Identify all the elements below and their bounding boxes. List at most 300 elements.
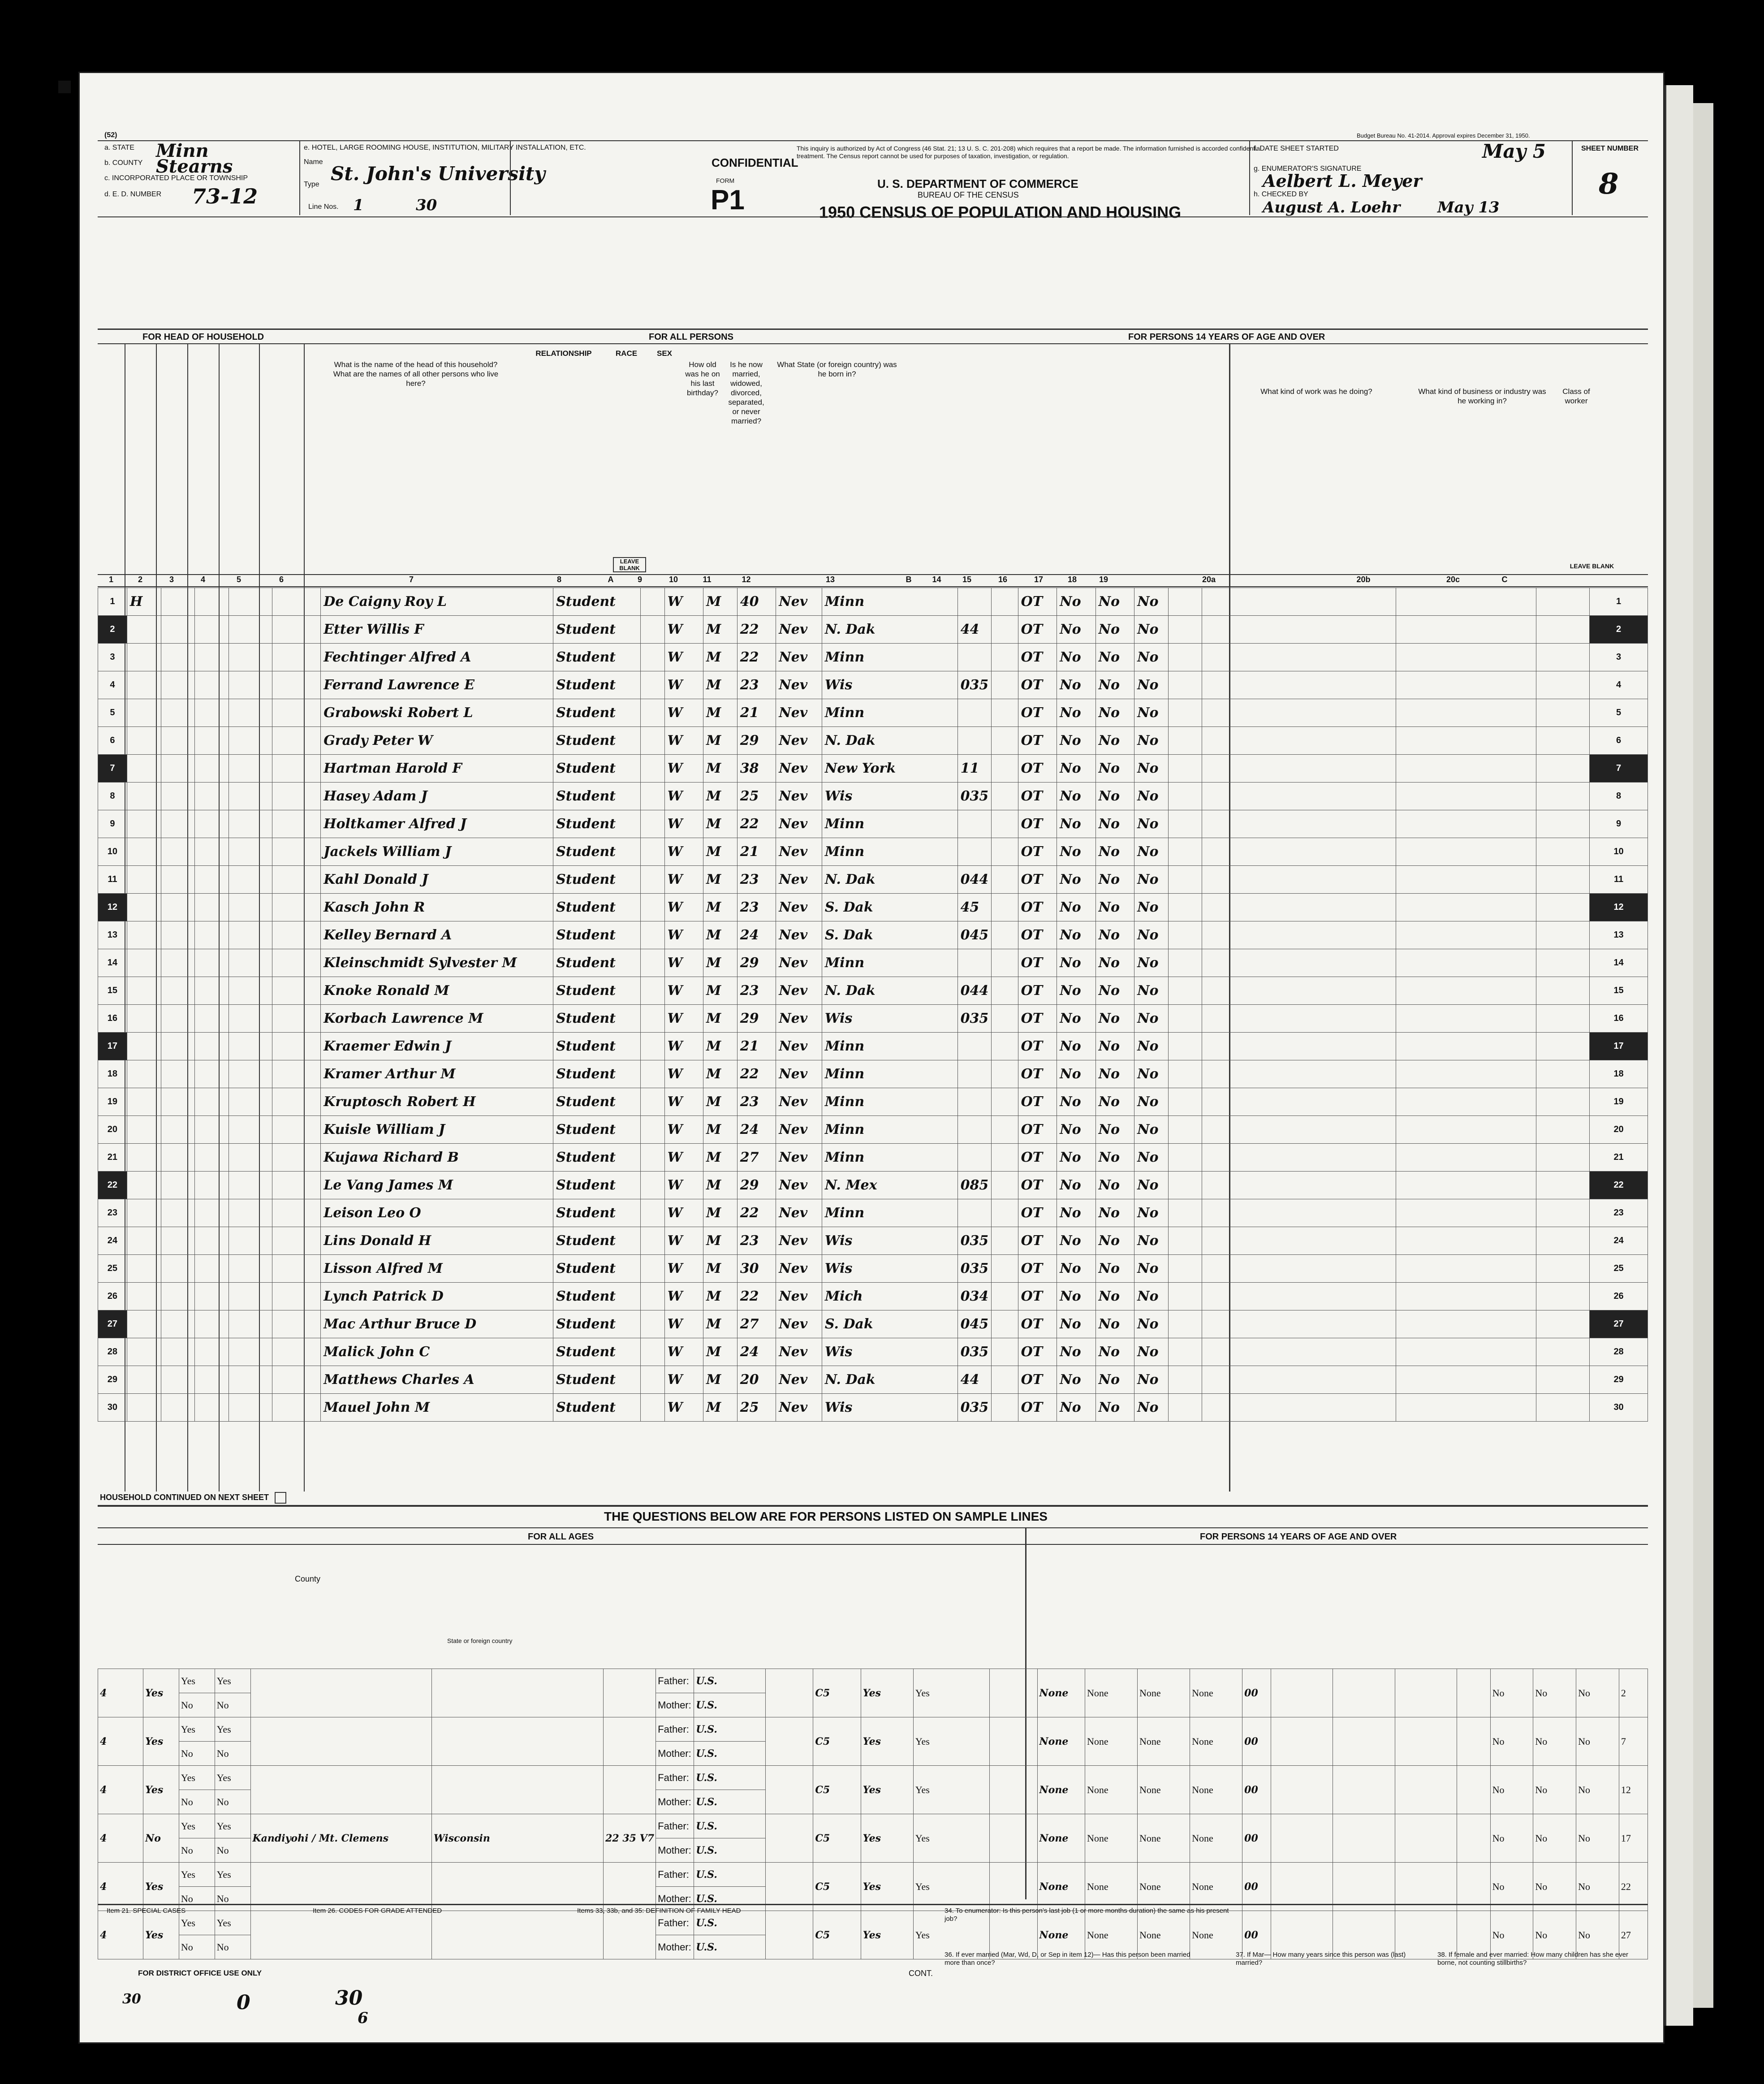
blank[interactable] bbox=[161, 1394, 195, 1422]
naturalized[interactable] bbox=[992, 1283, 1018, 1310]
blank[interactable] bbox=[161, 1255, 195, 1283]
blank[interactable] bbox=[161, 644, 195, 671]
blank[interactable] bbox=[161, 810, 195, 838]
class-of-worker[interactable] bbox=[1536, 977, 1590, 1005]
income-wages[interactable]: None bbox=[1085, 1814, 1137, 1863]
blank[interactable] bbox=[272, 644, 321, 671]
leave-blank-a[interactable] bbox=[640, 1394, 664, 1422]
q19[interactable] bbox=[1168, 1172, 1202, 1199]
naturalized[interactable] bbox=[992, 838, 1018, 866]
blank[interactable] bbox=[229, 1199, 272, 1227]
family-business[interactable] bbox=[1333, 1814, 1395, 1863]
occupation[interactable] bbox=[1202, 949, 1396, 977]
occupation[interactable] bbox=[1202, 1255, 1396, 1283]
q19[interactable] bbox=[1168, 1255, 1202, 1283]
blank[interactable] bbox=[229, 949, 272, 977]
blank[interactable] bbox=[161, 727, 195, 755]
blank[interactable] bbox=[161, 1310, 195, 1338]
leave-blank-a[interactable] bbox=[640, 1088, 664, 1116]
leave-blank-a[interactable] bbox=[640, 783, 664, 810]
family-wages[interactable] bbox=[1271, 1814, 1333, 1863]
weeks-worked[interactable]: None bbox=[1037, 1717, 1085, 1766]
naturalized[interactable] bbox=[992, 894, 1018, 921]
naturalized[interactable] bbox=[992, 1060, 1018, 1088]
industry[interactable] bbox=[1396, 949, 1536, 977]
leave-blank-a[interactable] bbox=[640, 1172, 664, 1199]
industry[interactable] bbox=[1396, 588, 1536, 616]
attended-school[interactable]: Yes bbox=[913, 1911, 989, 1959]
leave-blank-a[interactable] bbox=[640, 1033, 664, 1060]
class-of-worker[interactable] bbox=[1536, 1199, 1590, 1227]
industry[interactable] bbox=[1396, 1227, 1536, 1255]
occupation[interactable] bbox=[1202, 1144, 1396, 1172]
q23-no[interactable]: No bbox=[215, 1693, 250, 1717]
blank[interactable] bbox=[195, 588, 229, 616]
blank[interactable] bbox=[229, 1005, 272, 1033]
blank[interactable] bbox=[195, 727, 229, 755]
blank[interactable] bbox=[195, 1366, 229, 1394]
q21-answer[interactable]: Yes bbox=[143, 1717, 179, 1766]
q23-yes[interactable]: Yes bbox=[215, 1717, 250, 1742]
blank[interactable] bbox=[161, 616, 195, 644]
class-of-worker[interactable] bbox=[1536, 866, 1590, 894]
occupation[interactable] bbox=[1202, 1283, 1396, 1310]
blank[interactable] bbox=[161, 838, 195, 866]
ww1[interactable]: No bbox=[1533, 1669, 1576, 1717]
leave-blank-a[interactable] bbox=[640, 810, 664, 838]
occupation[interactable] bbox=[1202, 1366, 1396, 1394]
leave-blank-a[interactable] bbox=[640, 1338, 664, 1366]
blank[interactable] bbox=[161, 949, 195, 977]
q19[interactable] bbox=[1168, 1366, 1202, 1394]
family-other[interactable] bbox=[1395, 1717, 1457, 1766]
q22-no[interactable]: No bbox=[179, 1790, 215, 1814]
blank[interactable] bbox=[195, 1199, 229, 1227]
blank[interactable] bbox=[161, 1144, 195, 1172]
blank[interactable] bbox=[229, 1338, 272, 1366]
q19[interactable] bbox=[1168, 1227, 1202, 1255]
blank[interactable] bbox=[272, 1116, 321, 1144]
industry[interactable] bbox=[1396, 1116, 1536, 1144]
leave-blank-a[interactable] bbox=[640, 866, 664, 894]
occupation[interactable] bbox=[1202, 783, 1396, 810]
income-wages[interactable]: None bbox=[1085, 1911, 1137, 1959]
blank[interactable] bbox=[229, 1366, 272, 1394]
leave-blank-a[interactable] bbox=[640, 671, 664, 699]
weeks-worked[interactable]: None bbox=[1037, 1863, 1085, 1911]
leave-blank-a[interactable] bbox=[640, 1255, 664, 1283]
q19[interactable] bbox=[1168, 1116, 1202, 1144]
finished-grade[interactable]: Yes bbox=[861, 1717, 913, 1766]
blank[interactable] bbox=[229, 1033, 272, 1060]
industry[interactable] bbox=[1396, 671, 1536, 699]
q21-answer[interactable]: Yes bbox=[143, 1669, 179, 1717]
income-wages[interactable]: None bbox=[1085, 1669, 1137, 1717]
blank[interactable] bbox=[195, 838, 229, 866]
industry[interactable] bbox=[1396, 1060, 1536, 1088]
class-of-worker[interactable] bbox=[1536, 1172, 1590, 1199]
industry[interactable] bbox=[1396, 1394, 1536, 1422]
occupation[interactable] bbox=[1202, 1338, 1396, 1366]
blank[interactable] bbox=[272, 977, 321, 1005]
q22-no[interactable]: No bbox=[179, 1887, 215, 1911]
naturalized[interactable] bbox=[992, 783, 1018, 810]
q23-no[interactable]: No bbox=[215, 1790, 250, 1814]
occupation[interactable] bbox=[1202, 810, 1396, 838]
industry[interactable] bbox=[1396, 1255, 1536, 1283]
blank[interactable] bbox=[272, 810, 321, 838]
q23-no[interactable]: No bbox=[215, 1838, 250, 1863]
q19[interactable] bbox=[1168, 977, 1202, 1005]
leave-blank-a[interactable] bbox=[640, 644, 664, 671]
q23-no[interactable]: No bbox=[215, 1887, 250, 1911]
class-of-worker[interactable] bbox=[1536, 1394, 1590, 1422]
industry[interactable] bbox=[1396, 644, 1536, 671]
ww1[interactable]: No bbox=[1533, 1766, 1576, 1814]
industry[interactable] bbox=[1396, 1199, 1536, 1227]
blank[interactable] bbox=[229, 644, 272, 671]
naturalized[interactable] bbox=[992, 1394, 1018, 1422]
leave-blank-a[interactable] bbox=[640, 699, 664, 727]
naturalized[interactable] bbox=[992, 588, 1018, 616]
ww1[interactable]: No bbox=[1533, 1717, 1576, 1766]
q21-answer[interactable]: No bbox=[143, 1814, 179, 1863]
blank[interactable] bbox=[195, 1088, 229, 1116]
industry[interactable] bbox=[1396, 810, 1536, 838]
class-of-worker[interactable] bbox=[1536, 644, 1590, 671]
naturalized[interactable] bbox=[992, 644, 1018, 671]
q19[interactable] bbox=[1168, 1283, 1202, 1310]
income-business[interactable]: None bbox=[1138, 1717, 1190, 1766]
attended-school[interactable]: Yes bbox=[913, 1669, 989, 1717]
blank[interactable] bbox=[229, 1116, 272, 1144]
naturalized[interactable] bbox=[992, 671, 1018, 699]
weeks-worked[interactable]: None bbox=[1037, 1814, 1085, 1863]
blank[interactable] bbox=[195, 921, 229, 949]
naturalized[interactable] bbox=[992, 1088, 1018, 1116]
q22-yes[interactable]: Yes bbox=[179, 1766, 215, 1790]
industry[interactable] bbox=[1396, 1088, 1536, 1116]
naturalized[interactable] bbox=[992, 866, 1018, 894]
occupation[interactable] bbox=[1202, 1172, 1396, 1199]
blank[interactable] bbox=[229, 810, 272, 838]
blank[interactable] bbox=[229, 866, 272, 894]
blank[interactable] bbox=[272, 1366, 321, 1394]
industry[interactable] bbox=[1396, 1310, 1536, 1338]
family-wages[interactable] bbox=[1271, 1717, 1333, 1766]
leave-blank-a[interactable] bbox=[640, 1005, 664, 1033]
blank[interactable] bbox=[272, 1283, 321, 1310]
blank[interactable] bbox=[272, 699, 321, 727]
blank[interactable] bbox=[195, 1172, 229, 1199]
industry[interactable] bbox=[1396, 838, 1536, 866]
blank[interactable] bbox=[195, 1394, 229, 1422]
q19[interactable] bbox=[1168, 1144, 1202, 1172]
occupation[interactable] bbox=[1202, 1227, 1396, 1255]
blank[interactable] bbox=[229, 921, 272, 949]
blank[interactable] bbox=[272, 1172, 321, 1199]
blank[interactable] bbox=[195, 783, 229, 810]
q19[interactable] bbox=[1168, 894, 1202, 921]
industry[interactable] bbox=[1396, 616, 1536, 644]
q19[interactable] bbox=[1168, 921, 1202, 949]
leave-blank-a[interactable] bbox=[640, 755, 664, 783]
income-other[interactable]: None bbox=[1190, 1717, 1242, 1766]
blank[interactable] bbox=[161, 977, 195, 1005]
class-of-worker[interactable] bbox=[1536, 894, 1590, 921]
q21-answer[interactable]: Yes bbox=[143, 1911, 179, 1959]
class-of-worker[interactable] bbox=[1536, 755, 1590, 783]
q19[interactable] bbox=[1168, 810, 1202, 838]
blank[interactable] bbox=[161, 1116, 195, 1144]
family-business[interactable] bbox=[1333, 1717, 1395, 1766]
blank[interactable] bbox=[161, 588, 195, 616]
blank[interactable] bbox=[161, 1088, 195, 1116]
class-of-worker[interactable] bbox=[1536, 1227, 1590, 1255]
blank[interactable] bbox=[272, 755, 321, 783]
other-service[interactable]: No bbox=[1576, 1814, 1619, 1863]
q22-yes[interactable]: Yes bbox=[179, 1911, 215, 1935]
blank[interactable] bbox=[272, 671, 321, 699]
occupation[interactable] bbox=[1202, 921, 1396, 949]
blank[interactable] bbox=[195, 755, 229, 783]
blank[interactable] bbox=[272, 866, 321, 894]
family-other[interactable] bbox=[1395, 1669, 1457, 1717]
industry[interactable] bbox=[1396, 1144, 1536, 1172]
naturalized[interactable] bbox=[992, 616, 1018, 644]
naturalized[interactable] bbox=[992, 755, 1018, 783]
naturalized[interactable] bbox=[992, 921, 1018, 949]
blank[interactable] bbox=[229, 1172, 272, 1199]
occupation[interactable] bbox=[1202, 1060, 1396, 1088]
family-business[interactable] bbox=[1333, 1766, 1395, 1814]
q19[interactable] bbox=[1168, 699, 1202, 727]
blank[interactable] bbox=[195, 1005, 229, 1033]
family-other[interactable] bbox=[1395, 1766, 1457, 1814]
blank[interactable] bbox=[161, 1283, 195, 1310]
occupation[interactable] bbox=[1202, 755, 1396, 783]
industry[interactable] bbox=[1396, 921, 1536, 949]
blank[interactable] bbox=[272, 1060, 321, 1088]
leave-blank-a[interactable] bbox=[640, 1116, 664, 1144]
blank[interactable] bbox=[229, 1088, 272, 1116]
blank[interactable] bbox=[195, 949, 229, 977]
leave-blank-a[interactable] bbox=[640, 1227, 664, 1255]
income-other[interactable]: None bbox=[1190, 1814, 1242, 1863]
blank[interactable] bbox=[195, 977, 229, 1005]
ww2[interactable]: No bbox=[1490, 1766, 1533, 1814]
blank[interactable] bbox=[229, 977, 272, 1005]
blank[interactable] bbox=[272, 921, 321, 949]
leave-blank-a[interactable] bbox=[640, 894, 664, 921]
other-service[interactable]: No bbox=[1576, 1717, 1619, 1766]
q19[interactable] bbox=[1168, 616, 1202, 644]
q23-yes[interactable]: Yes bbox=[215, 1863, 250, 1887]
q19[interactable] bbox=[1168, 1310, 1202, 1338]
blank[interactable] bbox=[161, 671, 195, 699]
blank[interactable] bbox=[161, 1227, 195, 1255]
class-of-worker[interactable] bbox=[1536, 588, 1590, 616]
blank[interactable] bbox=[272, 1227, 321, 1255]
class-of-worker[interactable] bbox=[1536, 783, 1590, 810]
blank[interactable] bbox=[272, 1310, 321, 1338]
class-of-worker[interactable] bbox=[1536, 949, 1590, 977]
occupation[interactable] bbox=[1202, 1033, 1396, 1060]
blank[interactable] bbox=[195, 810, 229, 838]
blank[interactable] bbox=[272, 616, 321, 644]
leave-blank-a[interactable] bbox=[640, 1199, 664, 1227]
naturalized[interactable] bbox=[992, 949, 1018, 977]
q23-yes[interactable]: Yes bbox=[215, 1669, 250, 1693]
blank[interactable] bbox=[161, 1338, 195, 1366]
finished-grade[interactable]: Yes bbox=[861, 1863, 913, 1911]
family-business[interactable] bbox=[1333, 1669, 1395, 1717]
q22-no[interactable]: No bbox=[179, 1838, 215, 1863]
q19[interactable] bbox=[1168, 949, 1202, 977]
other-service[interactable]: No bbox=[1576, 1911, 1619, 1959]
family-wages[interactable] bbox=[1271, 1766, 1333, 1814]
blank[interactable] bbox=[272, 949, 321, 977]
blank[interactable] bbox=[161, 699, 195, 727]
blank[interactable] bbox=[229, 783, 272, 810]
blank[interactable] bbox=[272, 1338, 321, 1366]
income-other[interactable]: None bbox=[1190, 1669, 1242, 1717]
blank[interactable] bbox=[272, 894, 321, 921]
class-of-worker[interactable] bbox=[1536, 1005, 1590, 1033]
q21-answer[interactable]: Yes bbox=[143, 1863, 179, 1911]
attended-school[interactable]: Yes bbox=[913, 1814, 989, 1863]
q19[interactable] bbox=[1168, 1394, 1202, 1422]
q23-no[interactable]: No bbox=[215, 1935, 250, 1959]
blank[interactable] bbox=[229, 727, 272, 755]
weeks-worked[interactable]: None bbox=[1037, 1766, 1085, 1814]
q19[interactable] bbox=[1168, 783, 1202, 810]
blank[interactable] bbox=[161, 894, 195, 921]
occupation[interactable] bbox=[1202, 1310, 1396, 1338]
industry[interactable] bbox=[1396, 783, 1536, 810]
weeks-worked[interactable]: None bbox=[1037, 1669, 1085, 1717]
class-of-worker[interactable] bbox=[1536, 1338, 1590, 1366]
occupation[interactable] bbox=[1202, 671, 1396, 699]
blank[interactable] bbox=[195, 644, 229, 671]
blank[interactable] bbox=[195, 671, 229, 699]
industry[interactable] bbox=[1396, 727, 1536, 755]
blank[interactable] bbox=[272, 838, 321, 866]
blank[interactable] bbox=[195, 1338, 229, 1366]
other-service[interactable]: No bbox=[1576, 1863, 1619, 1911]
occupation[interactable] bbox=[1202, 699, 1396, 727]
q22-no[interactable]: No bbox=[179, 1742, 215, 1766]
weeks-looking[interactable] bbox=[990, 1717, 1037, 1766]
occupation[interactable] bbox=[1202, 838, 1396, 866]
income-business[interactable]: None bbox=[1138, 1669, 1190, 1717]
q22-yes[interactable]: Yes bbox=[179, 1814, 215, 1838]
continued-checkbox[interactable] bbox=[275, 1492, 286, 1504]
blank[interactable] bbox=[229, 588, 272, 616]
blank[interactable] bbox=[272, 1005, 321, 1033]
q22-yes[interactable]: Yes bbox=[179, 1717, 215, 1742]
blank[interactable] bbox=[195, 699, 229, 727]
blank[interactable] bbox=[229, 1283, 272, 1310]
industry[interactable] bbox=[1396, 1033, 1536, 1060]
finished-grade[interactable]: Yes bbox=[861, 1814, 913, 1863]
finished-grade[interactable]: Yes bbox=[861, 1669, 913, 1717]
blank[interactable] bbox=[272, 1199, 321, 1227]
occupation[interactable] bbox=[1202, 1088, 1396, 1116]
industry[interactable] bbox=[1396, 866, 1536, 894]
blank[interactable] bbox=[161, 1172, 195, 1199]
class-of-worker[interactable] bbox=[1536, 1088, 1590, 1116]
weeks-looking[interactable] bbox=[990, 1814, 1037, 1863]
income-wages[interactable]: None bbox=[1085, 1717, 1137, 1766]
ww1[interactable]: No bbox=[1533, 1863, 1576, 1911]
finished-grade[interactable]: Yes bbox=[861, 1911, 913, 1959]
industry[interactable] bbox=[1396, 1338, 1536, 1366]
industry[interactable] bbox=[1396, 977, 1536, 1005]
naturalized[interactable] bbox=[992, 1338, 1018, 1366]
naturalized[interactable] bbox=[992, 810, 1018, 838]
ww2[interactable]: No bbox=[1490, 1814, 1533, 1863]
industry[interactable] bbox=[1396, 1005, 1536, 1033]
blank[interactable] bbox=[161, 1366, 195, 1394]
q19[interactable] bbox=[1168, 1005, 1202, 1033]
occupation[interactable] bbox=[1202, 1199, 1396, 1227]
blank[interactable] bbox=[195, 616, 229, 644]
q22-yes[interactable]: Yes bbox=[179, 1669, 215, 1693]
q19[interactable] bbox=[1168, 727, 1202, 755]
occupation[interactable] bbox=[1202, 588, 1396, 616]
class-of-worker[interactable] bbox=[1536, 616, 1590, 644]
naturalized[interactable] bbox=[992, 1005, 1018, 1033]
industry[interactable] bbox=[1396, 894, 1536, 921]
leave-blank-a[interactable] bbox=[640, 1366, 664, 1394]
q19[interactable] bbox=[1168, 644, 1202, 671]
blank[interactable] bbox=[229, 1255, 272, 1283]
blank[interactable] bbox=[161, 1033, 195, 1060]
class-of-worker[interactable] bbox=[1536, 671, 1590, 699]
ww2[interactable]: No bbox=[1490, 1717, 1533, 1766]
class-of-worker[interactable] bbox=[1536, 810, 1590, 838]
blank[interactable] bbox=[229, 755, 272, 783]
blank[interactable] bbox=[272, 588, 321, 616]
leave-blank-a[interactable] bbox=[640, 977, 664, 1005]
leave-blank-a[interactable] bbox=[640, 1310, 664, 1338]
ww1[interactable]: No bbox=[1533, 1911, 1576, 1959]
naturalized[interactable] bbox=[992, 1172, 1018, 1199]
blank[interactable] bbox=[161, 866, 195, 894]
blank[interactable] bbox=[272, 1033, 321, 1060]
blank[interactable] bbox=[195, 1116, 229, 1144]
income-wages[interactable]: None bbox=[1085, 1863, 1137, 1911]
class-of-worker[interactable] bbox=[1536, 1116, 1590, 1144]
q23-yes[interactable]: Yes bbox=[215, 1911, 250, 1935]
family-other[interactable] bbox=[1395, 1814, 1457, 1863]
naturalized[interactable] bbox=[992, 977, 1018, 1005]
occupation[interactable] bbox=[1202, 1005, 1396, 1033]
naturalized[interactable] bbox=[992, 1255, 1018, 1283]
attended-school[interactable]: Yes bbox=[913, 1766, 989, 1814]
blank[interactable] bbox=[161, 755, 195, 783]
occupation[interactable] bbox=[1202, 977, 1396, 1005]
industry[interactable] bbox=[1396, 1172, 1536, 1199]
blank[interactable] bbox=[272, 1144, 321, 1172]
q19[interactable] bbox=[1168, 588, 1202, 616]
naturalized[interactable] bbox=[992, 1144, 1018, 1172]
q19[interactable] bbox=[1168, 1033, 1202, 1060]
blank[interactable] bbox=[195, 894, 229, 921]
occupation[interactable] bbox=[1202, 1394, 1396, 1422]
leave-blank-a[interactable] bbox=[640, 1060, 664, 1088]
